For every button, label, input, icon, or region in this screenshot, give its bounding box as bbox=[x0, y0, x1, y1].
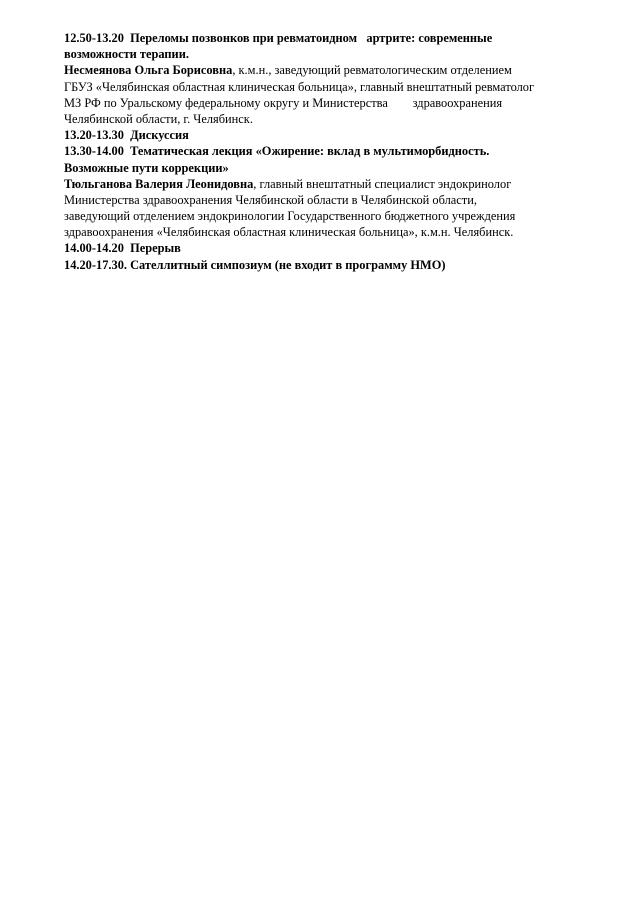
session-3-speaker-affiliation-4: здравоохранения «Челябинская областная клиническая больница», к.м.н. Челябинск. bbox=[64, 225, 514, 240]
session-1-speaker-affiliation-4: Челябинской области, г. Челябинск. bbox=[64, 111, 253, 126]
session-3-title-line-2: Возможные пути коррекции» bbox=[64, 160, 229, 175]
session-1-speaker-affiliation-1: , к.м.н., заведующий ревматологическим отделением bbox=[232, 63, 512, 78]
session-1-speaker-name: Несмеянова Ольга Борисовна bbox=[64, 63, 233, 78]
session-1-speaker bbox=[64, 62, 604, 78]
session-5-title: Сателлитный симпозиум (не входит в программу НМО) bbox=[130, 257, 446, 272]
session-5-heading bbox=[64, 257, 604, 273]
session-1-speaker-affiliation-3: МЗ РФ по Уральскому федеральному округу и Министерства здравоохранения bbox=[64, 95, 503, 110]
session-3-speaker bbox=[64, 176, 604, 192]
session-3-speaker-name: Тюльганова Валерия Леонидовна bbox=[64, 176, 254, 191]
session-3-speaker-affiliation-3: заведующий отделением эндокринологии Государственного бюджетного учреждения bbox=[64, 209, 516, 224]
session-4-heading bbox=[64, 240, 604, 256]
session-1-speaker-affiliation-2: ГБУЗ «Челябинская областная клиническая больница», главный внештатный ревматолог bbox=[64, 79, 535, 94]
session-2-heading bbox=[64, 127, 604, 143]
session-2-title: Дискуссия bbox=[130, 128, 189, 143]
session-3-speaker-affiliation-1: , главный внештатный специалист эндокринолог bbox=[253, 176, 512, 191]
session-1-title-line-1: Переломы позвонков при ревматоидном артрите: современные bbox=[130, 31, 493, 45]
session-3-title-line-1: Тематическая лекция «Ожирение: вклад в мультиморбидность. bbox=[130, 144, 490, 159]
session-1-heading bbox=[64, 30, 604, 46]
session-3-speaker-affiliation-2: Министерства здравоохранения Челябинской области в Челябинской области, bbox=[64, 192, 477, 207]
session-3-time: 13.30-14.00 bbox=[64, 144, 124, 159]
session-5-time: 14.20-17.30. bbox=[64, 257, 127, 272]
document-page bbox=[64, 30, 604, 273]
session-4-title: Перерыв bbox=[130, 241, 181, 256]
session-1-time: 12.50-13.20 bbox=[64, 31, 124, 45]
session-4-time: 14.00-14.20 bbox=[64, 241, 124, 256]
session-1-title-line-2: возможности терапии. bbox=[64, 47, 189, 62]
session-3-heading bbox=[64, 143, 604, 159]
session-2-time: 13.20-13.30 bbox=[64, 128, 124, 143]
